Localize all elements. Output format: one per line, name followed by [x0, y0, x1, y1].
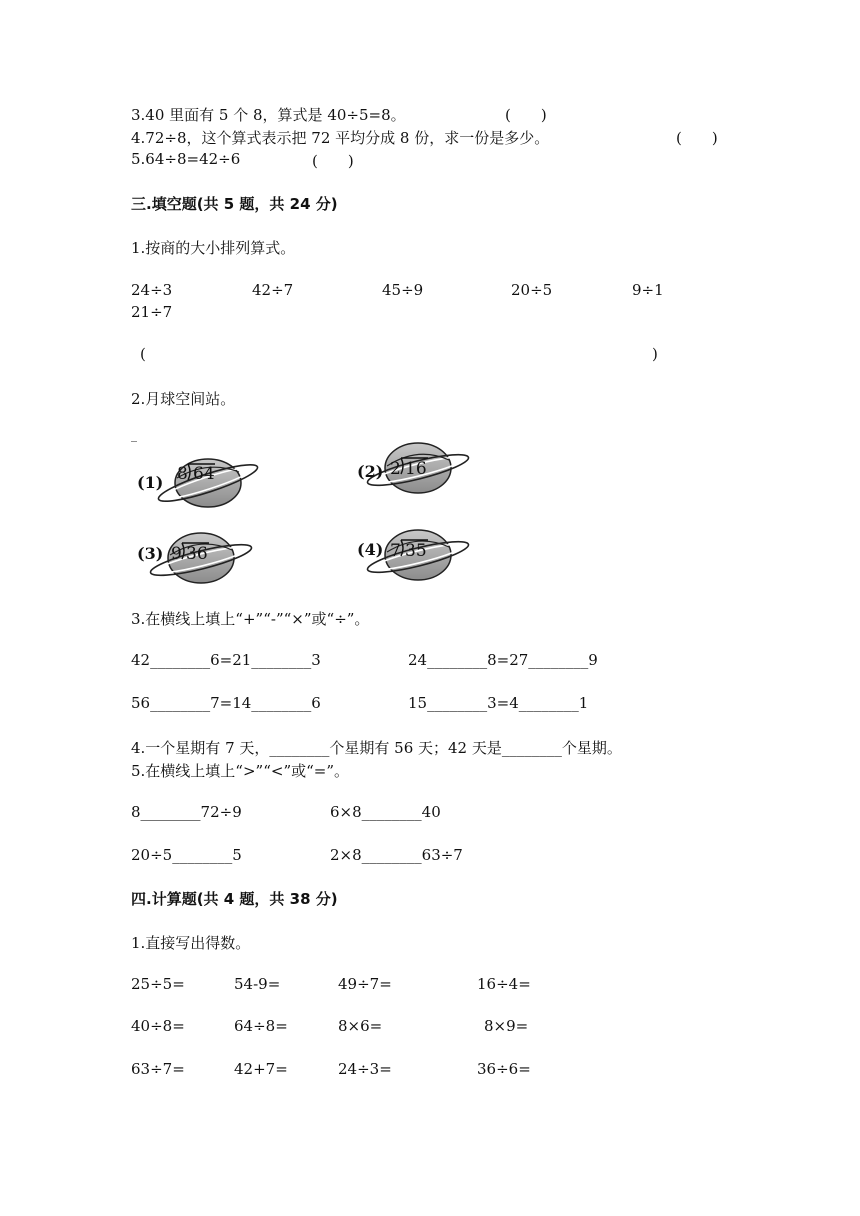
compare-blank-row-2-b[interactable]: 2×8________63÷7: [330, 846, 463, 864]
answer-close-paren: ): [652, 345, 658, 363]
calc-item-r3-c2[interactable]: 42+7=: [234, 1060, 288, 1078]
judge-answer-paren-3[interactable]: ( ): [505, 106, 547, 124]
calc-item-r1-c3[interactable]: 49÷7=: [338, 975, 392, 993]
planet-4-dividend: 35: [405, 541, 427, 561]
operator-blank-row-2-a[interactable]: 56________7=14________6: [131, 694, 321, 712]
calc-item-r2-c4[interactable]: 8×9=: [484, 1017, 529, 1035]
calc-item-r3-c3[interactable]: 24÷3=: [338, 1060, 392, 1078]
planet-3-dividend: 36: [186, 544, 208, 564]
planet-1-dividend: 64: [193, 464, 215, 484]
answer-open-paren: (: [140, 345, 146, 363]
expression-42-div-7: 42÷7: [252, 281, 294, 299]
planet-1-divisor: 8: [177, 464, 188, 484]
planet-division-4: [355, 522, 475, 588]
compare-blank-row-2-a[interactable]: 20÷5________5: [131, 846, 242, 864]
operator-blank-row-1-a[interactable]: 42________6=21________3: [131, 651, 321, 669]
order-answer-area[interactable]: [160, 342, 648, 364]
planet-2-divisor: 2: [390, 459, 401, 479]
expression-24-div-3: 24÷3: [131, 281, 173, 299]
judge-question-5: 5.64÷8=42÷6: [131, 150, 241, 168]
expression-9-div-1: 9÷1: [632, 281, 664, 299]
fill-question-1: 1.按商的大小排列算式。: [131, 239, 296, 257]
fill-question-2: 2.月球空间站。: [131, 390, 236, 408]
judge-question-4: 4.72÷8，这个算式表示把 72 平均分成 8 份，求一份是多少。: [131, 129, 550, 147]
judge-question-3: 3.40 里面有 5 个 8，算式是 40÷5=8。: [131, 106, 406, 124]
calc-item-r2-c1[interactable]: 40÷8=: [131, 1017, 185, 1035]
calc-item-r3-c1[interactable]: 63÷7=: [131, 1060, 185, 1078]
planet-1-label: (1): [137, 473, 164, 492]
calc-item-r3-c4[interactable]: 36÷6=: [477, 1060, 531, 1078]
section-4-title: 四.计算题(共 4 题，共 38 分): [131, 890, 338, 908]
compare-blank-row-1-a[interactable]: 8________72÷9: [131, 803, 242, 821]
calc-item-r1-c2[interactable]: 54-9=: [234, 975, 281, 993]
operator-blank-row-2-b[interactable]: 15________3=4________1: [408, 694, 589, 712]
planet-4-divisor: 7: [390, 541, 401, 561]
fill-question-4[interactable]: 4.一个星期有 7 天，________个星期有 56 天；42 天是________个星期。: [131, 739, 622, 757]
expression-45-div-9: 45÷9: [382, 281, 424, 299]
planet-division-1: [133, 450, 263, 512]
planet-2-label: (2): [357, 462, 384, 481]
planet-2-dividend: 16: [405, 459, 427, 479]
judge-answer-paren-5[interactable]: ( ): [312, 152, 354, 170]
calc-item-r1-c4[interactable]: 16÷4=: [477, 975, 531, 993]
calc-question-1: 1.直接写出得数。: [131, 934, 251, 952]
judge-answer-paren-4[interactable]: ( ): [676, 129, 718, 147]
planet-division-3: [133, 522, 263, 590]
calc-item-r2-c2[interactable]: 64÷8=: [234, 1017, 288, 1035]
expression-20-div-5: 20÷5: [511, 281, 553, 299]
planet-division-2: [355, 430, 475, 500]
stray-underscore: _: [131, 428, 137, 442]
fill-question-5: 5.在横线上填上“>”“<”或“=”。: [131, 762, 350, 780]
section-3-title: 三.填空题(共 5 题，共 24 分): [131, 195, 338, 213]
expression-21-div-7: 21÷7: [131, 303, 173, 321]
compare-blank-row-1-b[interactable]: 6×8________40: [330, 803, 441, 821]
planet-3-label: (3): [137, 544, 164, 563]
planet-4-label: (4): [357, 540, 384, 559]
calc-item-r2-c3[interactable]: 8×6=: [338, 1017, 383, 1035]
operator-blank-row-1-b[interactable]: 24________8=27________9: [408, 651, 598, 669]
fill-question-3: 3.在横线上填上“+”“-”“×”或“÷”。: [131, 610, 370, 628]
calc-item-r1-c1[interactable]: 25÷5=: [131, 975, 185, 993]
planet-3-divisor: 9: [171, 544, 182, 564]
